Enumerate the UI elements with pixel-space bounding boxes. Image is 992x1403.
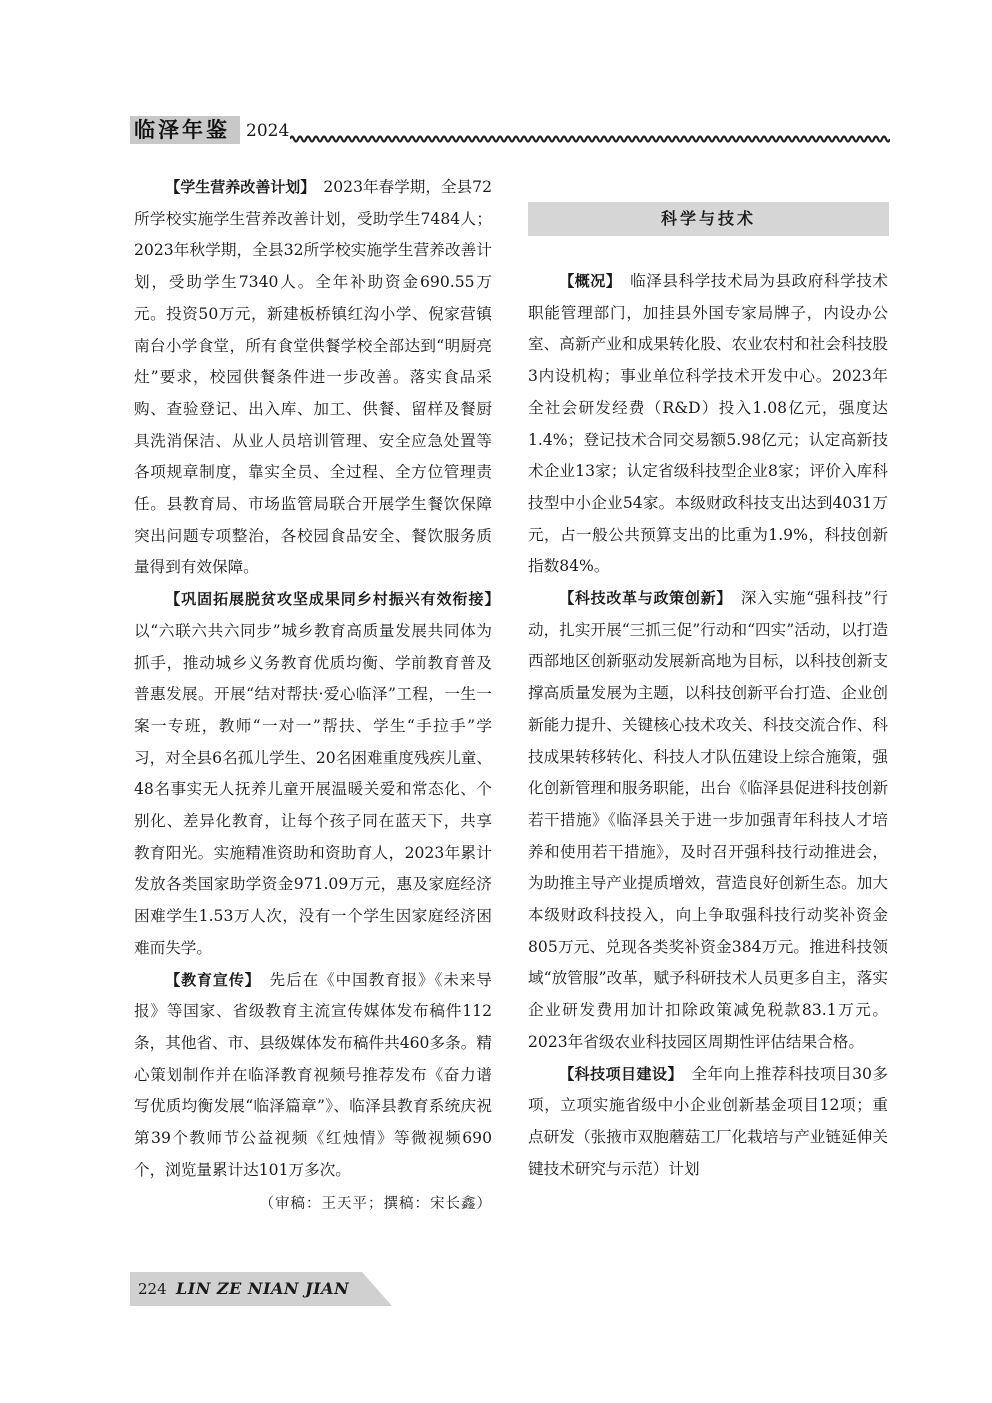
section-title: 科学与技术 (528, 202, 889, 236)
wavy-rule (290, 132, 890, 146)
heading-poverty: 【巩固拓展脱贫攻坚成果同乡村振兴有效衔接】 (165, 590, 492, 609)
heading-publicity: 【教育宣传】 (165, 970, 254, 989)
heading-overview: 【概况】 (559, 272, 614, 290)
article-publicity (134, 965, 492, 1187)
article-nutrition (134, 172, 492, 584)
yearbook-logo: 临泽年鉴 (130, 116, 240, 144)
journal-name: LIN ZE NIAN JIAN (176, 1279, 350, 1298)
left-column (134, 172, 492, 1220)
body-projects: 全年向上推荐科技项目30多项，立项实施省级中小企业创新基金项目12项；重点研发（张掖市双胞蘑菇工厂化栽培与产业链延伸关键技术研究与示范）计划 (528, 1064, 888, 1178)
article-projects (528, 1059, 888, 1186)
right-column (528, 266, 888, 1185)
body-nutrition: 2023年春学期，全县72所学校实施学生营养改善计划，受助学生7484人；2023年秋学期，全县32所学校实施学生营养改善计划，受助学生7340人。全年补助资金690.55万元。投资50万元，新建板桥镇红沟小学、倪家营镇南台小学食堂，所有食堂供餐学校全部达到“明厨亮灶”要求，校园供餐条件进一步改善。落实食品采购、查验登记、出入库、加工、供餐、留样及餐厨具洗消保洁、从业人员培训管理、安全应急处置等各项规章制度，靠实全员、全过程、全方位管理责任。县教育局、市场监管局联合开展学生餐饮保障突出问题专项整治，各校园食品安全、餐饮服务质量得到有效保障。 (134, 178, 492, 577)
heading-projects: 【科技项目建设】 (559, 1064, 676, 1083)
body-reform: 深入实施“强科技”行动，扎实开展“三抓三促”行动和“四实”活动，以打造西部地区创新驱动发展新高地为目标，以科技创新支撑高质量发展为主题，以科技创新平台打造、企业创新能力提升、关键核心技术攻关、科技交流合作、科技成果转移转化、科技人才队伍建设上综合施策，强化创新管理和服务职能，出台《临泽县促进科技创新若干措施》《临泽县关于进一步加强青年科技人才培养和使用若干措施》，及时召开强科技行动推进会，为助推主导产业提质增效，营造良好创新生态。加大本级财政科技投入，向上争取强科技行动奖补资金805万元、兑现各类奖补资金384万元。推进科技领域“放管服”改革，赋予科研技术人员更多自主，落实企业研发费用加计扣除政策减免税款83.1万元。2023年省级农业科技园区周期性评估结果合格。 (528, 589, 888, 1051)
body-overview: 临泽县科学技术局为县政府科学技术职能管理部门，加挂县外国专家局牌子，内设办公室、高新产业和成果转化股、农业农村和社会科技股3内设机构；事业单位科学技术开发中心。2023年全社会研发经费（R&D）投入1.08亿元，强度达1.4%；登记技术合同交易额5.98亿元；认定高新技术企业13家；认定省级科技型企业8家；评价入库科技型中小企业54家。本级财政科技支出达到4031万元，占一般公共预算支出的比重为1.9%，科技创新指数84%。 (528, 272, 888, 576)
running-header (130, 116, 890, 152)
body-poverty: 以“六联六共六同步”城乡教育高质量发展共同体为抓手，推动城乡义务教育优质均衡、学前教育普及普惠发展。开展“结对帮扶·爱心临泽”工程，一生一案一专班，教师“一对一”帮扶、学生“手拉手”学习，对全县6名孤儿学生、20名困难重度残疾儿童、48名事实无人抚养儿童开展温暖关爱和常态化、个别化、差异化教育，让每个孩子同在蓝天下，共享教育阳光。实施精准资助和资助育人，2023年累计发放各类国家助学资金971.09万元，惠及家庭经济困难学生1.53万人次，没有一个学生因家庭经济困难而失学。 (134, 621, 492, 957)
page-number: 224 (138, 1280, 167, 1298)
review-credit: （审稿：王天平；撰稿：宋长鑫） (259, 1195, 492, 1212)
body-publicity: 先后在《中国教育报》《未来导报》等国家、省级教育主流宣传媒体发布稿件112条，其他省、市、县级媒体发布稿件共460多条。精心策划制作并在临泽教育视频号推荐发布《奋力谱写优质均衡发展“临泽篇章”》、临泽县教育系统庆祝第39个教师节公益视频《红烛情》等微视频690个，浏览量累计达101万多次。 (134, 970, 492, 1179)
header-year: 2024 (246, 121, 290, 141)
heading-reform: 【科技改革与政策创新】 (559, 589, 725, 608)
article-poverty (134, 584, 492, 964)
heading-nutrition: 【学生营养改善计划】 (165, 178, 308, 196)
page-footer (130, 1272, 400, 1306)
article-reform (528, 583, 888, 1059)
article-overview (528, 266, 888, 583)
